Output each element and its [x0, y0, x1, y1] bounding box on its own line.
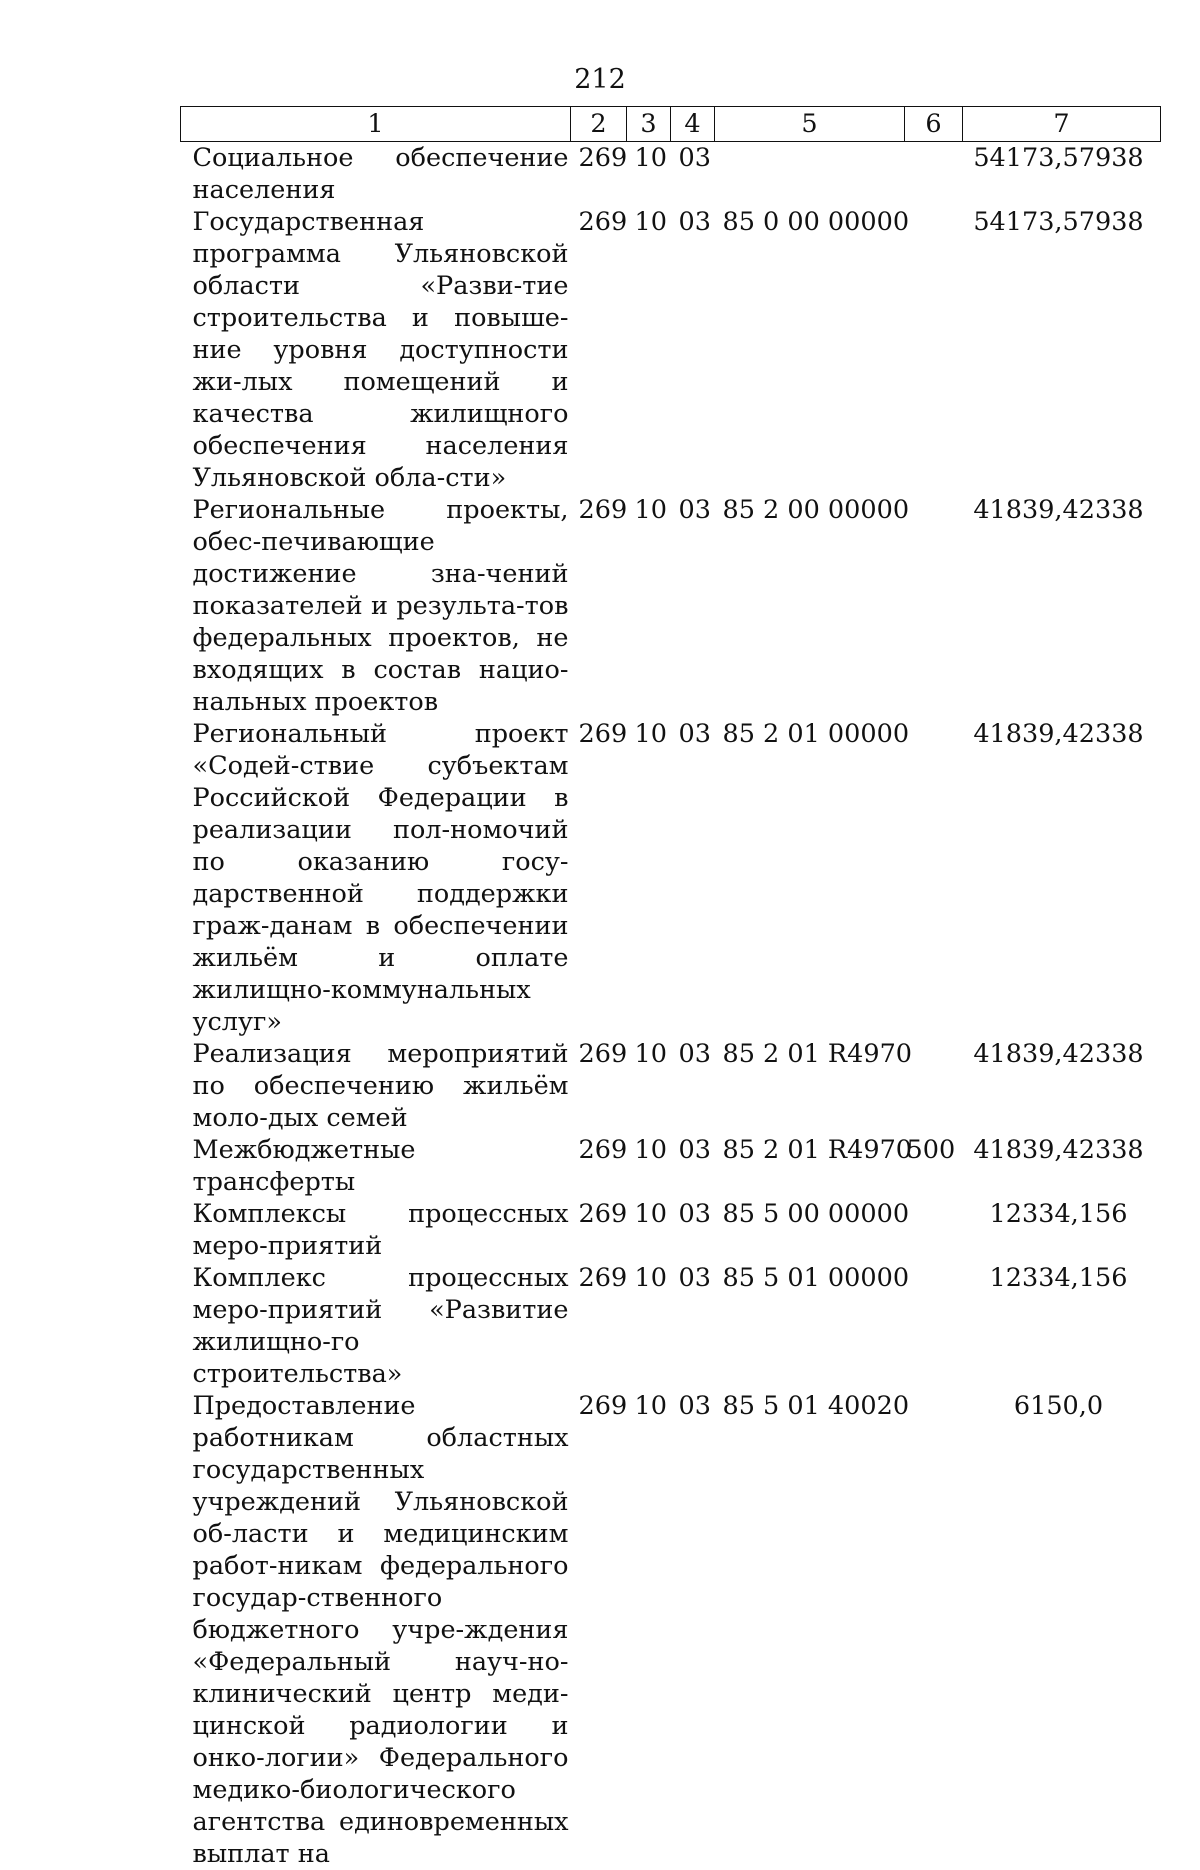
- table-row: [181, 1134, 1161, 1198]
- row-code-6: [905, 1390, 963, 1870]
- row-amount: 12334,156: [963, 1262, 1161, 1390]
- row-code-5: 85 2 01 R4970: [715, 1134, 905, 1198]
- row-code-4: 03: [671, 1390, 715, 1870]
- row-amount: 41839,42338: [963, 1134, 1161, 1198]
- row-code-5: [715, 142, 905, 207]
- row-code-4: 03: [671, 1262, 715, 1390]
- row-code-6: [905, 1198, 963, 1262]
- row-code-3: 10: [627, 1198, 671, 1262]
- row-name: Региональные проекты, обес-печивающие достижение зна-чений показателей и результа-тов федеральных проектов, не входящих в состав нацио-нальных проектов: [181, 494, 571, 718]
- row-code-5: 85 5 01 40020: [715, 1390, 905, 1870]
- row-code-3: 10: [627, 206, 671, 494]
- header-col-2: 2: [571, 107, 627, 142]
- row-code-2: 269: [571, 1262, 627, 1390]
- page-number: 212: [0, 64, 1200, 95]
- row-code-5: 85 5 00 00000: [715, 1198, 905, 1262]
- row-amount: 41839,42338: [963, 494, 1161, 718]
- row-code-6: 500: [905, 1134, 963, 1198]
- row-code-2: 269: [571, 1038, 627, 1134]
- table-row: [181, 142, 1161, 207]
- row-code-2: 269: [571, 1134, 627, 1198]
- row-code-2: 269: [571, 494, 627, 718]
- row-name: Комплекс процессных меро-приятий «Развитие жилищно-го строительства»: [181, 1262, 571, 1390]
- row-code-3: 10: [627, 1262, 671, 1390]
- row-code-6: [905, 494, 963, 718]
- row-code-4: 03: [671, 1134, 715, 1198]
- row-code-4: 03: [671, 142, 715, 207]
- row-name: Социальное обеспечение населения: [181, 142, 571, 207]
- row-code-3: 10: [627, 718, 671, 1038]
- row-code-5: 85 0 00 00000: [715, 206, 905, 494]
- table-row: [181, 1198, 1161, 1262]
- row-code-3: 10: [627, 1038, 671, 1134]
- table-row: [181, 1390, 1161, 1870]
- header-col-7: 7: [963, 107, 1161, 142]
- row-code-6: [905, 1038, 963, 1134]
- row-code-2: 269: [571, 142, 627, 207]
- row-code-2: 269: [571, 206, 627, 494]
- row-code-3: 10: [627, 142, 671, 207]
- row-code-4: 03: [671, 494, 715, 718]
- row-code-6: [905, 142, 963, 207]
- row-code-6: [905, 718, 963, 1038]
- row-code-3: 10: [627, 1390, 671, 1870]
- row-code-6: [905, 1262, 963, 1390]
- row-amount: 12334,156: [963, 1198, 1161, 1262]
- row-code-5: 85 2 00 00000: [715, 494, 905, 718]
- header-row: [181, 107, 1161, 142]
- table-header: [181, 107, 1161, 142]
- header-col-5: 5: [715, 107, 905, 142]
- header-col-6: 6: [905, 107, 963, 142]
- table-body: [181, 142, 1161, 1870]
- row-code-4: 03: [671, 1038, 715, 1134]
- row-code-3: 10: [627, 1134, 671, 1198]
- row-amount: 54173,57938: [963, 206, 1161, 494]
- row-name: Региональный проект «Содей-ствие субъектам Российской Федерации в реализации пол-номочий по оказанию госу-дарственной поддержки граж-данам в обеспечении жильём и оплате жилищно-коммунальных услуг»: [181, 718, 571, 1038]
- row-code-5: 85 2 01 R4970: [715, 1038, 905, 1134]
- row-amount: 41839,42338: [963, 718, 1161, 1038]
- table-row: [181, 718, 1161, 1038]
- row-name: Государственная программа Ульяновской области «Разви-тие строительства и повыше-ние уровня доступности жи-лых помещений и качества жилищного обеспечения населения Ульяновской обла-сти»: [181, 206, 571, 494]
- row-name: Реализация мероприятий по обеспечению жильём моло-дых семей: [181, 1038, 571, 1134]
- row-amount: 41839,42338: [963, 1038, 1161, 1134]
- header-col-3: 3: [627, 107, 671, 142]
- table-row: [181, 206, 1161, 494]
- row-code-4: 03: [671, 206, 715, 494]
- row-amount: 54173,57938: [963, 142, 1161, 207]
- row-name: Межбюджетные трансферты: [181, 1134, 571, 1198]
- budget-table: [180, 106, 1161, 1870]
- row-code-2: 269: [571, 718, 627, 1038]
- table-row: [181, 1262, 1161, 1390]
- row-code-5: 85 5 01 00000: [715, 1262, 905, 1390]
- table-row: [181, 494, 1161, 718]
- row-name: Комплексы процессных меро-приятий: [181, 1198, 571, 1262]
- row-code-2: 269: [571, 1390, 627, 1870]
- row-code-4: 03: [671, 718, 715, 1038]
- row-code-4: 03: [671, 1198, 715, 1262]
- row-code-2: 269: [571, 1198, 627, 1262]
- row-code-6: [905, 206, 963, 494]
- row-code-5: 85 2 01 00000: [715, 718, 905, 1038]
- row-code-3: 10: [627, 494, 671, 718]
- header-col-4: 4: [671, 107, 715, 142]
- row-amount: 6150,0: [963, 1390, 1161, 1870]
- header-col-1: 1: [181, 107, 571, 142]
- row-name: Предоставление работникам областных государственных учреждений Ульяновской об-ласти и медицинским работ-никам федерального государ-ственного бюджетного учре-ждения «Федеральный науч-но-клинический центр меди-цинской радиологии и онко-логии» Федерального медико-биологического агентства единовременных выплат на: [181, 1390, 571, 1870]
- table-row: [181, 1038, 1161, 1134]
